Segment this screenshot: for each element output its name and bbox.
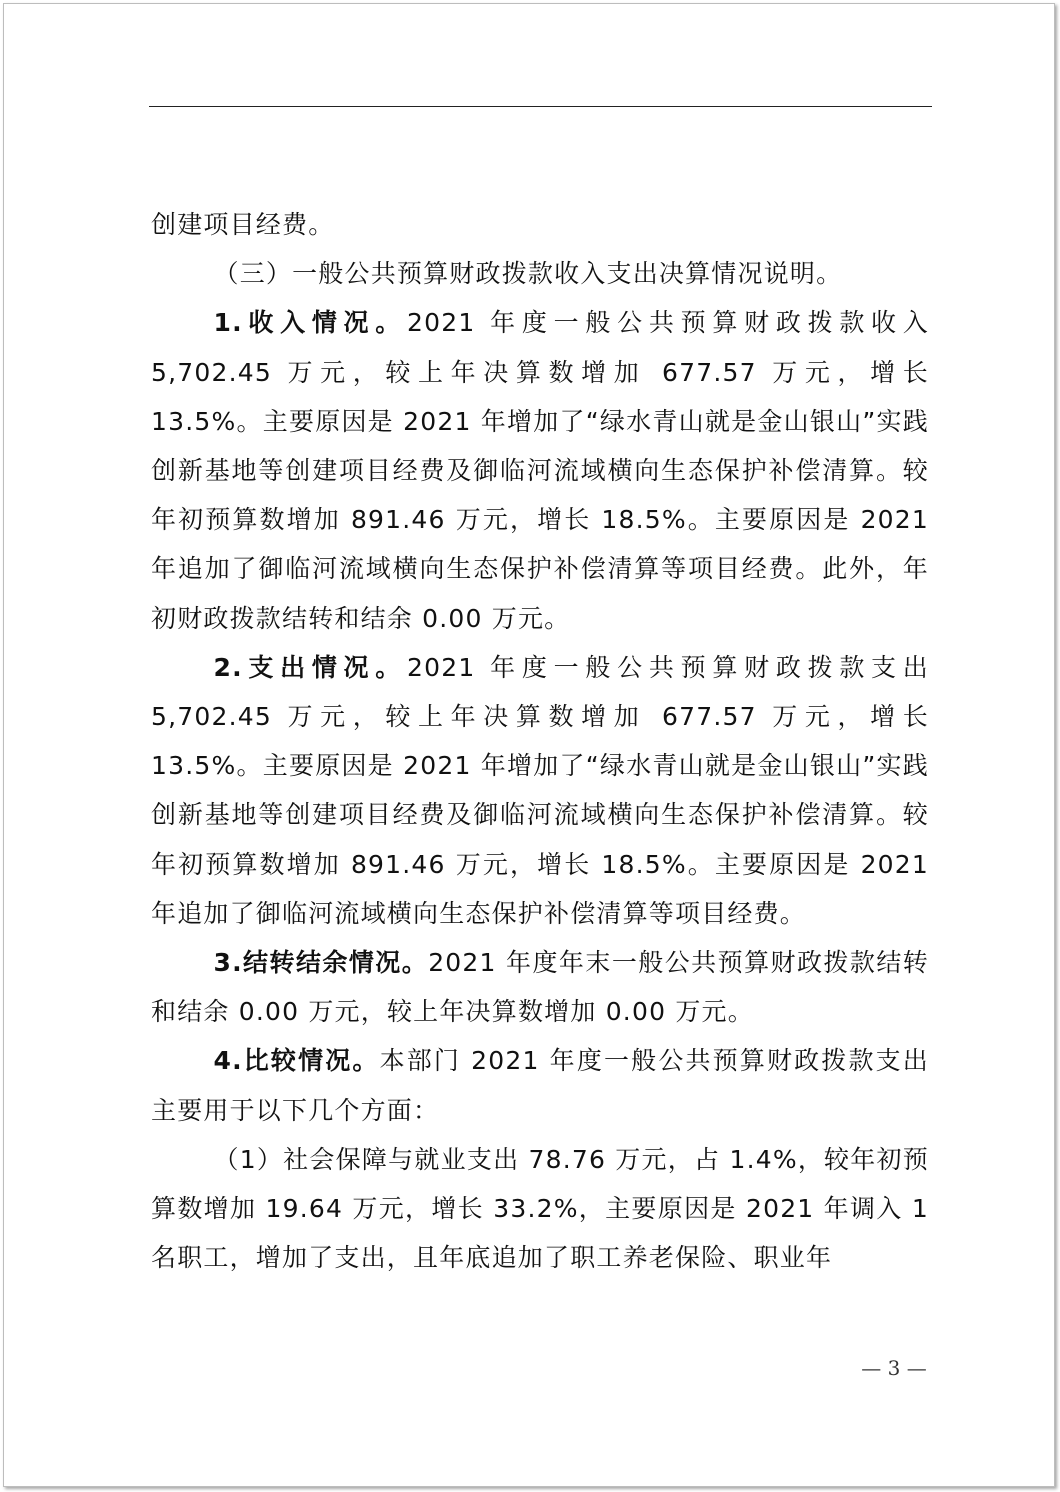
paragraph-carryover	[151, 938, 929, 1036]
paragraph-text: 创建项目经费。	[151, 210, 335, 239]
paragraph-income	[151, 298, 929, 642]
paragraph-item-1	[151, 1135, 929, 1283]
document-page	[3, 3, 1055, 1487]
paragraph-lead: 2.支出情况。	[213, 652, 408, 682]
paragraph-text: 2021 年度年末一般公共预算财政拨款结转和结余 0.00 万元，较上年决算数增加 0.00 万元。	[151, 948, 929, 1027]
paragraph-expenditure	[151, 643, 929, 938]
paragraph-text: 本部门 2021 年度一般公共预算财政拨款支出主要用于以下几个方面：	[151, 1046, 929, 1125]
paragraph-text: （1）社会保障与就业支出 78.76 万元，占 1.4%，较年初预算数增加 19.64 万元，增长 33.2%，主要原因是 2021 年调入 1 名职工，增加了支出，且年底追加了职工养老保险、职业年	[151, 1144, 929, 1273]
header-rule	[149, 106, 932, 107]
page-number: — 3 —	[861, 1356, 927, 1380]
document-body	[151, 200, 929, 1282]
paragraph-lead: 1.收入情况。	[213, 308, 408, 338]
paragraph-lead: 4.比较情况。	[213, 1046, 380, 1076]
paragraph-lead: 3.结转结余情况。	[213, 948, 429, 978]
paragraph-text: 2021 年度一般公共预算财政拨款支出 5,702.45 万元，较上年决算数增加 677.57 万元，增长 13.5%。主要原因是 2021 年增加了“绿水青山就是金山银山”实践创新基地等创建项目经费及御临河流域横向生态保护补偿清算。较年初预算数增加 891.46 万元，增长 18.5%。主要原因是 2021 年追加了御临河流域横向生态保护补偿清算等项目经费。	[151, 652, 929, 928]
section-heading	[151, 249, 929, 298]
paragraph-text: 2021 年度一般公共预算财政拨款收入 5,702.45 万元，较上年决算数增加 677.57 万元，增长 13.5%。主要原因是 2021 年增加了“绿水青山就是金山银山”实践创新基地等创建项目经费及御临河流域横向生态保护补偿清算。较年初预算数增加 891.46 万元，增长 18.5%。主要原因是 2021 年追加了御临河流域横向生态保护补偿清算等项目经费。此外，年初财政拨款结转和结余 0.00 万元。	[151, 308, 929, 633]
paragraph-text: （三）一般公共预算财政拨款收入支出决算情况说明。	[213, 259, 843, 289]
paragraph-comparison	[151, 1036, 929, 1134]
paragraph-continuation	[151, 200, 929, 249]
